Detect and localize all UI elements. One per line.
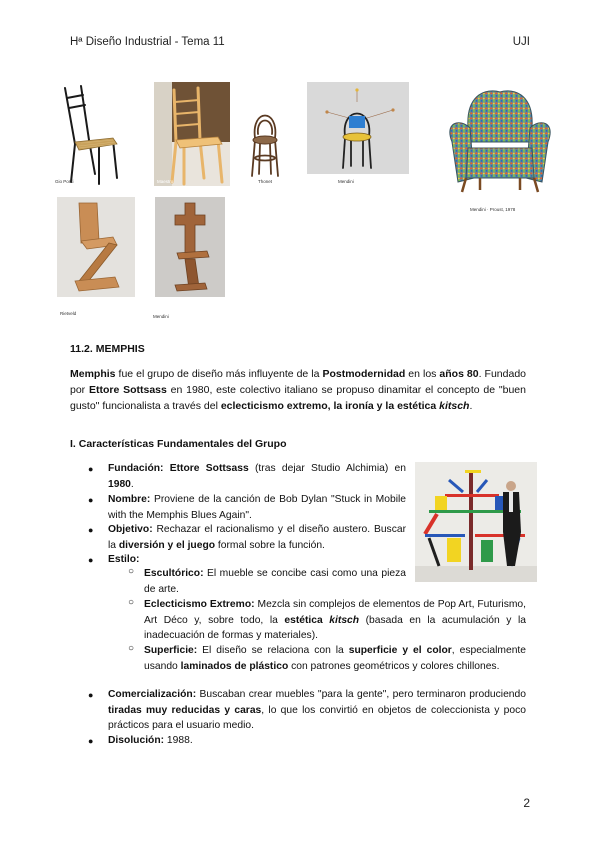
subsection-title: I. Características Fundamentales del Grupo	[70, 438, 287, 450]
image-caption: Gio Ponti	[55, 179, 74, 184]
thonet-chair-image	[247, 98, 283, 178]
image-caption: Mendini · Proust, 1978	[470, 207, 516, 212]
bullet-icon: ●	[88, 690, 94, 700]
list-item-comercializacion: Comercialización: Buscaban crear muebles "para la gente", pero terminaron produciendo tiradas muy reducidas y caras, lo que los convirtió en objetos de coleccionista y poco prácticos para el usuario medio.	[108, 689, 526, 732]
superleggera-chair-image	[55, 82, 127, 186]
list-item-fundacion: Fundación: Ettore Sottsass (tras dejar Studio Alchimia) en 1980.	[108, 463, 407, 490]
list-item-estilo: Estilo:	[108, 554, 140, 565]
page-number: 2	[523, 796, 530, 810]
image-caption: Mendini	[153, 314, 169, 319]
proust-armchair-image	[440, 82, 560, 200]
bullet-icon: ●	[88, 736, 94, 746]
wooden-chair-image	[154, 82, 230, 186]
sub-bullet-icon: ○	[128, 643, 135, 654]
image-caption: Thonet	[258, 179, 273, 184]
list-item-escultorico: Escultórico: El mueble se concibe casi como una pieza de arte.	[144, 568, 406, 595]
list-item-disolucion: Disolución: 1988.	[108, 735, 193, 746]
list-item-objetivo: Objetivo: Rechazar el racionalismo y el diseño austero. Buscar la diversión y el juego formal sobre la función.	[108, 524, 406, 551]
bullet-icon: ●	[88, 555, 94, 565]
image-caption: Rietveld	[60, 311, 77, 316]
bullet-icon: ●	[88, 525, 94, 535]
bullet-icon: ●	[88, 464, 94, 474]
bullet-icon: ●	[88, 495, 94, 505]
list-item-superficie: Superficie: El diseño se relaciona con la superficie y el color, especialmente usando laminados de plástico con patrones geométricos y colores chillones.	[144, 645, 527, 672]
zig-zag-chair-image	[57, 197, 135, 297]
sub-bullet-icon: ○	[128, 597, 135, 608]
image-caption: Maestro	[157, 179, 174, 184]
sottsass-carlton-bookcase-image	[415, 462, 537, 582]
intro-paragraph: Memphis fue el grupo de diseño más influyente de la Postmodernidad en los años 80. Fundado por Ettore Sottsass en 1980, este colectivo italiano se propuso dinamitar el concepto de "buen gusto" funcionalista a través del eclecticismo extremo, la ironía y la estética kitsch.	[70, 368, 526, 413]
cross-shaped-chair-image	[155, 197, 225, 297]
section-title: 11.2. MEMPHIS	[70, 343, 145, 355]
sub-bullet-icon: ○	[128, 566, 135, 577]
list-item-eclecticismo: Eclecticismo Extremo: Mezcla sin complejos de elementos de Pop Art, Futurismo, Art Déco y, sobre todo, la estética kitsch (basada en la acumulación y la inadecuación de formas y materiales).	[144, 599, 527, 642]
redesigned-thonet-chair-image	[307, 82, 409, 174]
document-header-title: Hª Diseño Industrial - Tema 11	[70, 36, 225, 48]
document-header-institution: UJI	[512, 36, 530, 48]
image-caption: Mendini	[338, 179, 354, 184]
list-item-nombre: Nombre: Proviene de la canción de Bob Dylan "Stuck in Mobile with the Memphis Blues Again".	[108, 494, 406, 521]
